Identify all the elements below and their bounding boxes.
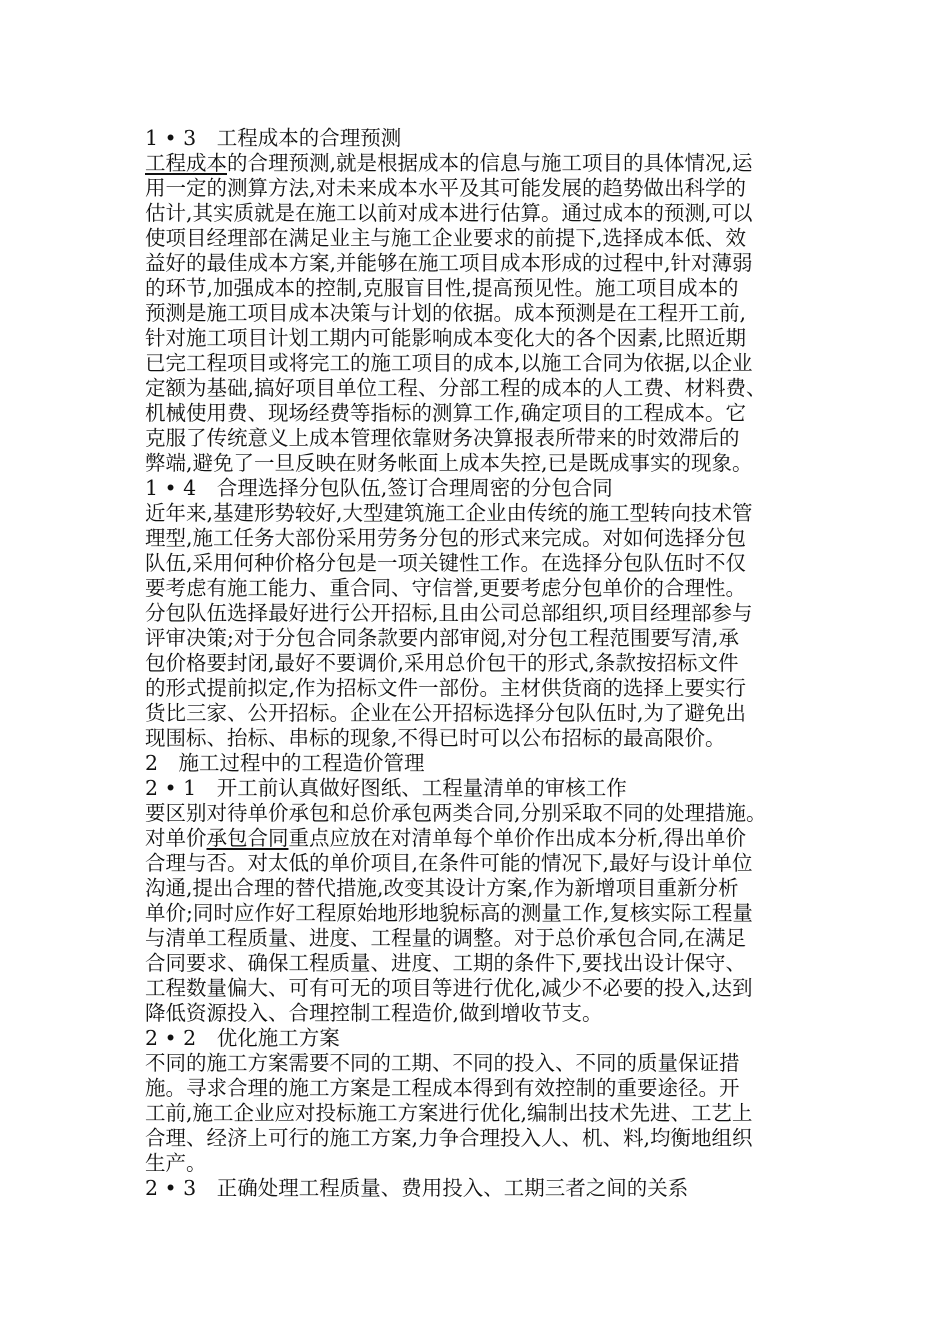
paragraph-line: 不同的施工方案需要不同的工期、不同的投入、不同的质量保证措 bbox=[145, 1051, 740, 1075]
paragraph-line: 用一定的测算方法,对未来成本水平及其可能发展的趋势做出科学的 bbox=[145, 176, 747, 200]
paragraph-line: 队伍,采用何种价格分包是一项关键性工作。在选择分包队伍时不仅 bbox=[145, 551, 747, 575]
paragraph-line: 降低资源投入、合理控制工程造价,做到增收节支。 bbox=[145, 1001, 603, 1025]
hyperlink[interactable]: 工程成本 bbox=[145, 151, 227, 175]
paragraph-line: 货比三家、公开招标。企业在公开招标选择分包队伍时,为了避免出 bbox=[145, 701, 747, 725]
paragraph-line: 针对施工项目计划工期内可能影响成本变化大的各个因素,比照近期 bbox=[145, 326, 747, 350]
paragraph-line: 工前,施工企业应对投标施工方案进行优化,编制出技术先进、工艺上 bbox=[145, 1101, 753, 1125]
paragraph-line: 的环节,加强成本的控制,克服盲目性,提高预见性。施工项目成本的 bbox=[145, 276, 739, 300]
paragraph-line: 生产。 bbox=[145, 1151, 207, 1175]
section-heading: 2 • 2 优化施工方案 bbox=[145, 1026, 340, 1050]
paragraph-line: 已完工程项目或将完工的施工项目的成本,以施工合同为依据,以企业 bbox=[145, 351, 753, 375]
paragraph-line bbox=[145, 151, 825, 176]
paragraph-line: 沟通,提出合理的替代措施,改变其设计方案,作为新增项目重新分析 bbox=[145, 876, 739, 900]
paragraph-line: 单价;同时应作好工程原始地形地貌标高的测量工作,复核实际工程量 bbox=[145, 901, 753, 925]
paragraph-line: 要区别对待单价承包和总价承包两类合同,分别采取不同的处理措施。 bbox=[145, 801, 767, 825]
paragraph-line: 机械使用费、现场经费等指标的测算工作,确定项目的工程成本。它 bbox=[145, 401, 747, 425]
document-page bbox=[145, 126, 825, 1201]
paragraph-line: 工程数量偏大、可有可无的项目等进行优化,减少不必要的投入,达到 bbox=[145, 976, 753, 1000]
line-text-before-link: 对单价 bbox=[145, 826, 207, 850]
paragraph-line: 理型,施工任务大部份采用劳务分包的形式来完成。对如何选择分包 bbox=[145, 526, 747, 550]
line-text-after-link: 重点应放在对清单每个单价作出成本分析,得出单价 bbox=[288, 826, 747, 850]
paragraph-line: 施。寻求合理的施工方案是工程成本得到有效控制的重要途径。开 bbox=[145, 1076, 740, 1100]
section-heading: 2 • 3 正确处理工程质量、费用投入、工期三者之间的关系 bbox=[145, 1176, 689, 1200]
paragraph-line: 弊端,避免了一旦反映在财务帐面上成本失控,已是既成事实的现象。 bbox=[145, 451, 753, 475]
paragraph-line: 分包队伍选择最好进行公开招标,且由公司总部组织,项目经理部参与 bbox=[145, 601, 753, 625]
paragraph-line: 估计,其实质就是在施工以前对成本进行估算。通过成本的预测,可以 bbox=[145, 201, 753, 225]
section-heading: 1 • 4 合理选择分包队伍,签订合理周密的分包合同 bbox=[145, 476, 613, 500]
section-heading: 2 施工过程中的工程造价管理 bbox=[145, 751, 425, 775]
paragraph-line: 使项目经理部在满足业主与施工企业要求的前提下,选择成本低、效 bbox=[145, 226, 747, 250]
paragraph-line: 合理、经济上可行的施工方案,力争合理投入人、机、料,均衡地组织 bbox=[145, 1126, 753, 1150]
paragraph-line: 现围标、抬标、串标的现象,不得已时可以公布招标的最高限价。 bbox=[145, 726, 726, 750]
paragraph-line: 合同要求、确保工程质量、进度、工期的条件下,要找出设计保守、 bbox=[145, 951, 747, 975]
paragraph-line: 与清单工程质量、进度、工程量的调整。对于总价承包合同,在满足 bbox=[145, 926, 747, 950]
paragraph-line: 的形式提前拟定,作为招标文件一部份。主材供货商的选择上要实行 bbox=[145, 676, 747, 700]
section-heading: 2 • 1 开工前认真做好图纸、工程量清单的审核工作 bbox=[145, 776, 627, 800]
paragraph-line: 近年来,基建形势较好,大型建筑施工企业由传统的施工型转向技术管 bbox=[145, 501, 753, 525]
paragraph-line: 合理与否。对太低的单价项目,在条件可能的情况下,最好与设计单位 bbox=[145, 851, 753, 875]
paragraph-line: 定额为基础,搞好项目单位工程、分部工程的成本的人工费、材料费、 bbox=[145, 376, 767, 400]
paragraph-line: 益好的最佳成本方案,并能够在施工项目成本形成的过程中,针对薄弱 bbox=[145, 251, 753, 275]
hyperlink[interactable]: 承包合同 bbox=[206, 826, 289, 850]
paragraph-line: 评审决策;对于分包合同条款要内部审阅,对分包工程范围要写清,承 bbox=[145, 626, 739, 650]
paragraph-line: 预测是施工项目成本决策与计划的依据。成本预测是在工程开工前, bbox=[145, 301, 747, 325]
line-text-after-link: 的合理预测,就是根据成本的信息与施工项目的具体情况,运 bbox=[227, 151, 753, 175]
paragraph-line bbox=[145, 826, 825, 851]
paragraph-line: 要考虑有施工能力、重合同、守信誉,更要考虑分包单价的合理性。 bbox=[145, 576, 747, 600]
section-heading: 1 • 3 工程成本的合理预测 bbox=[145, 126, 402, 150]
paragraph-line: 包价格要封闭,最好不要调价,采用总价包干的形式,条款按招标文件 bbox=[145, 651, 739, 675]
paragraph-line: 克服了传统意义上成本管理依靠财务决算报表所带来的时效滞后的 bbox=[145, 426, 740, 450]
